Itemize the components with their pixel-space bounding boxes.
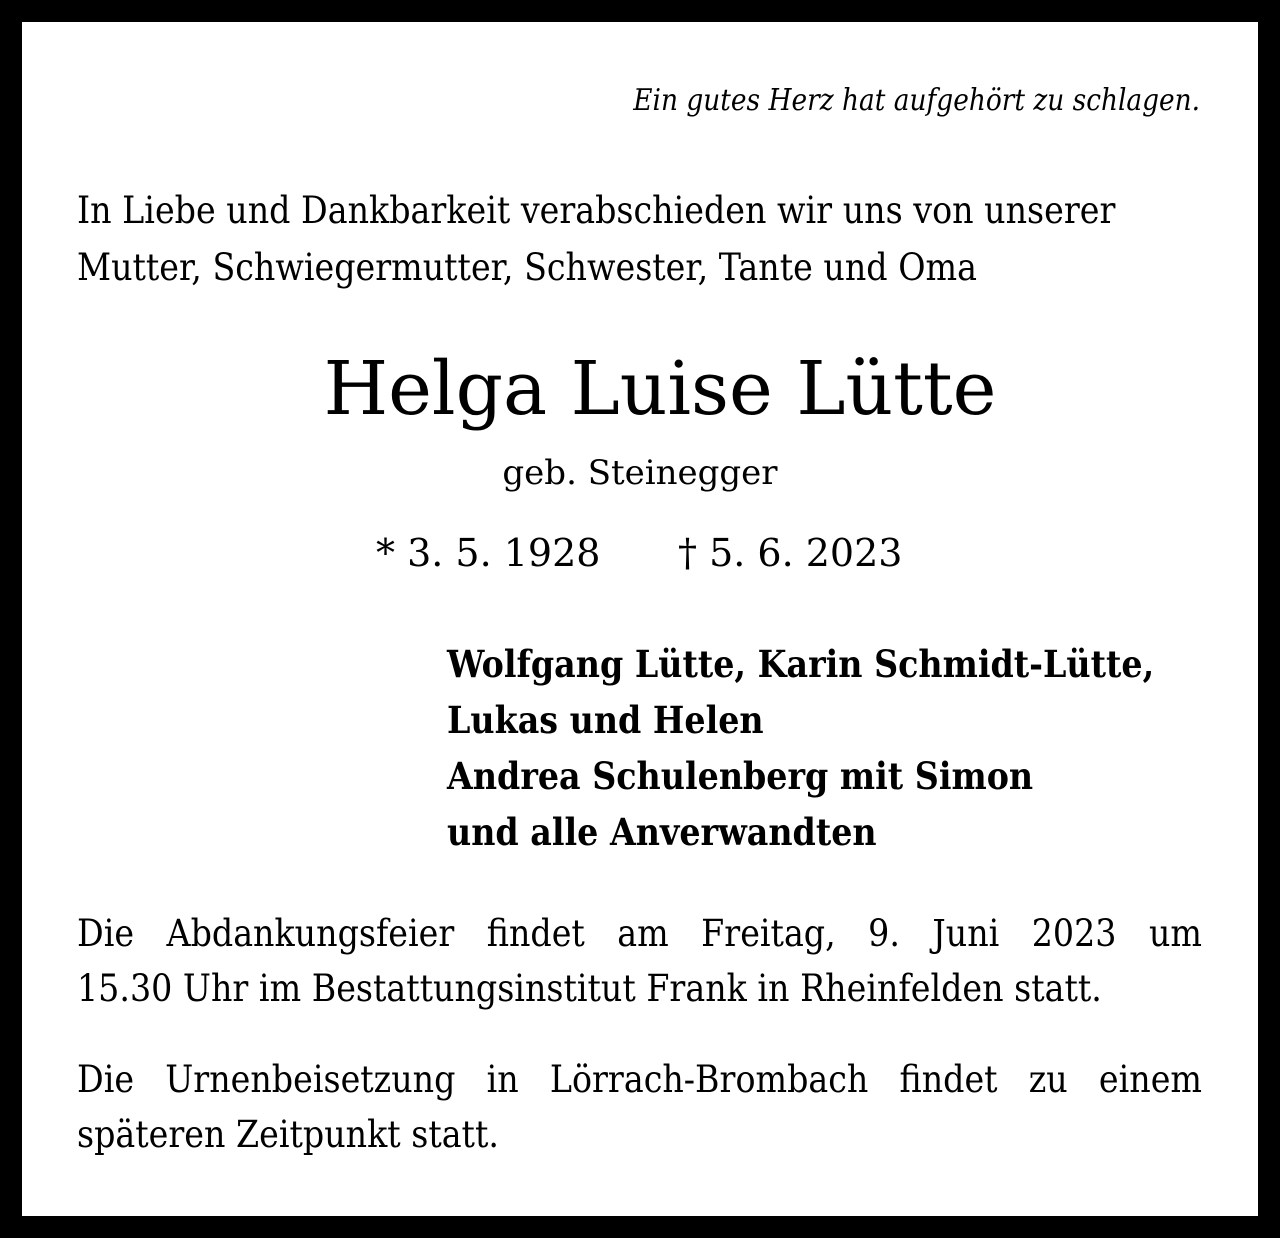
obituary-notice	[22, 22, 1258, 1216]
urn-word: zu	[1028, 1058, 1068, 1101]
mourner-line: Wolfgang Lütte, Karin Schmidt-Lütte,	[447, 642, 1155, 686]
urn-word: Lörrach-Brombach	[549, 1058, 869, 1101]
urn-word: findet	[899, 1058, 998, 1101]
ceremony-word: 2023	[1031, 912, 1117, 955]
ceremony-word: Freitag,	[701, 912, 836, 955]
ceremony-word: findet	[486, 912, 585, 955]
mourner-line: Andrea Schulenberg mit Simon	[447, 754, 1034, 798]
urn-word: einem	[1098, 1058, 1202, 1101]
mourner-line: und alle Anverwandten	[447, 810, 877, 854]
motto-line: Ein gutes Herz hat aufgehört zu schlagen.	[633, 83, 1200, 118]
maiden-name: geb. Steinegger	[502, 453, 778, 493]
urn-line-2: späteren Zeitpunkt statt.	[77, 1113, 499, 1156]
intro-line-1: In Liebe und Dankbarkeit verabschieden wir uns von unserer	[77, 189, 1116, 232]
urn-line-1	[77, 1052, 1202, 1107]
deceased-name: Helga Luise Lütte	[323, 346, 997, 432]
ceremony-line-1	[77, 906, 1202, 961]
mourners-list	[447, 636, 1154, 860]
urn-word: in	[486, 1058, 519, 1101]
intro-text	[77, 182, 1115, 296]
ceremony-word: am	[617, 912, 669, 955]
urn-word: Die	[77, 1058, 135, 1101]
ceremony-line-2: 15.30 Uhr im Bestattungsinstitut Frank in Rheinfelden statt.	[77, 967, 1102, 1010]
ceremony-word: um	[1148, 912, 1202, 955]
ceremony-word: Die	[77, 912, 135, 955]
death-date: † 5. 6. 2023	[678, 531, 903, 575]
urn-burial-info	[77, 1052, 1202, 1162]
ceremony-info	[77, 906, 1202, 1016]
ceremony-word: Juni	[932, 912, 1000, 955]
birth-date: * 3. 5. 1928	[376, 531, 601, 575]
urn-word: Urnenbeisetzung	[165, 1058, 456, 1101]
intro-line-2: Mutter, Schwiegermutter, Schwester, Tante und Oma	[77, 246, 977, 289]
ceremony-word: 9.	[868, 912, 900, 955]
mourner-line: Lukas und Helen	[447, 698, 764, 742]
ceremony-word: Abdankungsfeier	[166, 912, 455, 955]
